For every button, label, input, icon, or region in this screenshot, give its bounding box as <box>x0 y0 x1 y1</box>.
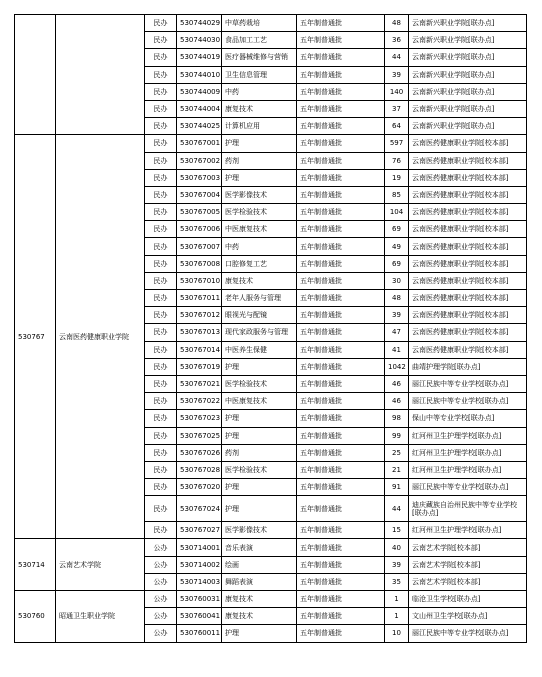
batch-cell: 五年制普通批 <box>297 427 385 444</box>
major-code-cell: 530760031 <box>177 591 222 608</box>
quota-cell: 46 <box>385 393 409 410</box>
major-code-cell: 530767005 <box>177 204 222 221</box>
major-name-cell: 康复技术 <box>222 591 297 608</box>
major-code-cell: 530744025 <box>177 118 222 135</box>
campus-cell: 云南新兴职业学院[联办点] <box>409 66 527 83</box>
table-row <box>15 135 527 152</box>
batch-cell: 五年制普通批 <box>297 272 385 289</box>
quota-cell: 76 <box>385 152 409 169</box>
table-body <box>15 15 527 643</box>
quota-cell: 25 <box>385 444 409 461</box>
major-code-cell: 530744030 <box>177 32 222 49</box>
major-name-cell: 中药 <box>222 238 297 255</box>
school-type-cell: 民办 <box>145 272 177 289</box>
campus-cell: 云南医药健康职业学院[校本部] <box>409 290 527 307</box>
major-code-cell: 530767012 <box>177 307 222 324</box>
quota-cell: 48 <box>385 290 409 307</box>
campus-cell: 文山州卫生学校[联办点] <box>409 608 527 625</box>
batch-cell: 五年制普通批 <box>297 539 385 556</box>
major-code-cell: 530714001 <box>177 539 222 556</box>
major-name-cell: 口腔修复工艺 <box>222 255 297 272</box>
table-row <box>15 591 527 608</box>
school-type-cell: 公办 <box>145 556 177 573</box>
batch-cell: 五年制普通批 <box>297 522 385 539</box>
batch-cell: 五年制普通批 <box>297 152 385 169</box>
major-name-cell: 音乐表演 <box>222 539 297 556</box>
school-type-cell: 民办 <box>145 255 177 272</box>
batch-cell: 五年制普通批 <box>297 444 385 461</box>
table-row <box>15 15 527 32</box>
batch-cell: 五年制普通批 <box>297 118 385 135</box>
campus-cell: 云南医药健康职业学院[校本部] <box>409 204 527 221</box>
campus-cell: 云南医药健康职业学院[校本部] <box>409 135 527 152</box>
campus-cell: 丽江民族中等专业学校[联办点] <box>409 375 527 392</box>
quota-cell: 91 <box>385 479 409 496</box>
school-type-cell: 民办 <box>145 49 177 66</box>
batch-cell: 五年制普通批 <box>297 307 385 324</box>
school-type-cell: 民办 <box>145 135 177 152</box>
quota-cell: 49 <box>385 238 409 255</box>
major-name-cell: 计算机应用 <box>222 118 297 135</box>
school-name-cell <box>56 15 145 135</box>
school-type-cell: 公办 <box>145 608 177 625</box>
school-type-cell: 民办 <box>145 169 177 186</box>
school-type-cell: 民办 <box>145 290 177 307</box>
batch-cell: 五年制普通批 <box>297 83 385 100</box>
major-name-cell: 康复技术 <box>222 272 297 289</box>
major-name-cell: 中医养生保健 <box>222 341 297 358</box>
major-code-cell: 530744010 <box>177 66 222 83</box>
major-code-cell: 530767010 <box>177 272 222 289</box>
school-type-cell: 民办 <box>145 496 177 522</box>
school-type-cell: 民办 <box>145 461 177 478</box>
major-name-cell: 康复技术 <box>222 100 297 117</box>
major-code-cell: 530767011 <box>177 290 222 307</box>
batch-cell: 五年制普通批 <box>297 479 385 496</box>
major-code-cell: 530767004 <box>177 186 222 203</box>
school-type-cell: 民办 <box>145 100 177 117</box>
major-name-cell: 护理 <box>222 427 297 444</box>
quota-cell: 104 <box>385 204 409 221</box>
campus-cell: 临沧卫生学校[联办点] <box>409 591 527 608</box>
batch-cell: 五年制普通批 <box>297 49 385 66</box>
major-code-cell: 530744004 <box>177 100 222 117</box>
major-name-cell: 医学影像技术 <box>222 522 297 539</box>
major-name-cell: 中医康复技术 <box>222 393 297 410</box>
campus-cell: 红河州卫生护理学校[联办点] <box>409 427 527 444</box>
major-name-cell: 食品加工工艺 <box>222 32 297 49</box>
school-type-cell: 民办 <box>145 410 177 427</box>
major-code-cell: 530767014 <box>177 341 222 358</box>
campus-cell: 云南新兴职业学院[联办点] <box>409 49 527 66</box>
campus-cell: 云南新兴职业学院[联办点] <box>409 118 527 135</box>
quota-cell: 64 <box>385 118 409 135</box>
batch-cell: 五年制普通批 <box>297 238 385 255</box>
school-type-cell: 民办 <box>145 221 177 238</box>
campus-cell: 云南医药健康职业学院[校本部] <box>409 221 527 238</box>
quota-cell: 35 <box>385 573 409 590</box>
batch-cell: 五年制普通批 <box>297 461 385 478</box>
major-code-cell: 530744029 <box>177 15 222 32</box>
school-type-cell: 民办 <box>145 479 177 496</box>
campus-cell: 曲靖护理学院[联办点] <box>409 358 527 375</box>
school-type-cell: 民办 <box>145 358 177 375</box>
major-name-cell: 护理 <box>222 135 297 152</box>
major-name-cell: 医疗器械维修与营销 <box>222 49 297 66</box>
school-type-cell: 民办 <box>145 204 177 221</box>
batch-cell: 五年制普通批 <box>297 204 385 221</box>
school-type-cell: 民办 <box>145 152 177 169</box>
quota-cell: 15 <box>385 522 409 539</box>
major-name-cell: 医学检验技术 <box>222 375 297 392</box>
major-name-cell: 老年人服务与管理 <box>222 290 297 307</box>
campus-cell: 云南艺术学院[校本部] <box>409 556 527 573</box>
campus-cell: 云南艺术学院[校本部] <box>409 573 527 590</box>
school-name-cell: 昭通卫生职业学院 <box>56 591 145 643</box>
major-code-cell: 530767022 <box>177 393 222 410</box>
major-name-cell: 绘画 <box>222 556 297 573</box>
quota-cell: 47 <box>385 324 409 341</box>
batch-cell: 五年制普通批 <box>297 255 385 272</box>
major-name-cell: 康复技术 <box>222 608 297 625</box>
major-code-cell: 530760011 <box>177 625 222 642</box>
major-name-cell: 药剂 <box>222 152 297 169</box>
school-type-cell: 公办 <box>145 539 177 556</box>
campus-cell: 云南医药健康职业学院[校本部] <box>409 272 527 289</box>
major-name-cell: 舞蹈表演 <box>222 573 297 590</box>
batch-cell: 五年制普通批 <box>297 66 385 83</box>
table-row <box>15 539 527 556</box>
batch-cell: 五年制普通批 <box>297 625 385 642</box>
campus-cell: 云南医药健康职业学院[校本部] <box>409 169 527 186</box>
major-name-cell: 护理 <box>222 479 297 496</box>
major-code-cell: 530767002 <box>177 152 222 169</box>
major-code-cell: 530767024 <box>177 496 222 522</box>
school-type-cell: 民办 <box>145 444 177 461</box>
major-name-cell: 眼视光与配镜 <box>222 307 297 324</box>
campus-cell: 丽江民族中等专业学校[联办点] <box>409 393 527 410</box>
school-type-cell: 民办 <box>145 307 177 324</box>
major-name-cell: 护理 <box>222 410 297 427</box>
campus-cell: 云南医药健康职业学院[校本部] <box>409 324 527 341</box>
batch-cell: 五年制普通批 <box>297 608 385 625</box>
major-code-cell: 530767020 <box>177 479 222 496</box>
school-type-cell: 民办 <box>145 341 177 358</box>
quota-cell: 37 <box>385 100 409 117</box>
campus-cell: 红河州卫生护理学校[联办点] <box>409 444 527 461</box>
quota-cell: 21 <box>385 461 409 478</box>
quota-cell: 69 <box>385 221 409 238</box>
batch-cell: 五年制普通批 <box>297 135 385 152</box>
school-type-cell: 民办 <box>145 324 177 341</box>
quota-cell: 36 <box>385 32 409 49</box>
campus-cell: 迪庆藏族自治州民族中等专业学校[联办点] <box>409 496 527 522</box>
quota-cell: 46 <box>385 375 409 392</box>
campus-cell: 红河州卫生护理学校[联办点] <box>409 461 527 478</box>
batch-cell: 五年制普通批 <box>297 393 385 410</box>
major-code-cell: 530714003 <box>177 573 222 590</box>
campus-cell: 云南新兴职业学院[联办点] <box>409 100 527 117</box>
major-name-cell: 中医康复技术 <box>222 221 297 238</box>
batch-cell: 五年制普通批 <box>297 169 385 186</box>
major-code-cell: 530767019 <box>177 358 222 375</box>
quota-cell: 39 <box>385 307 409 324</box>
major-code-cell: 530767007 <box>177 238 222 255</box>
major-code-cell: 530767025 <box>177 427 222 444</box>
campus-cell: 云南医药健康职业学院[校本部] <box>409 307 527 324</box>
school-type-cell: 民办 <box>145 238 177 255</box>
quota-cell: 10 <box>385 625 409 642</box>
campus-cell: 丽江民族中等专业学校[联办点] <box>409 479 527 496</box>
campus-cell: 丽江民族中等专业学校[联办点] <box>409 625 527 642</box>
quota-cell: 39 <box>385 66 409 83</box>
campus-cell: 云南新兴职业学院[联办点] <box>409 15 527 32</box>
quota-cell: 40 <box>385 539 409 556</box>
quota-cell: 1 <box>385 608 409 625</box>
batch-cell: 五年制普通批 <box>297 556 385 573</box>
school-type-cell: 民办 <box>145 393 177 410</box>
quota-cell: 69 <box>385 255 409 272</box>
major-name-cell: 现代家政服务与管理 <box>222 324 297 341</box>
batch-cell: 五年制普通批 <box>297 358 385 375</box>
batch-cell: 五年制普通批 <box>297 341 385 358</box>
school-type-cell: 民办 <box>145 375 177 392</box>
batch-cell: 五年制普通批 <box>297 221 385 238</box>
school-code-cell: 530767 <box>15 135 56 539</box>
campus-cell: 云南艺术学院[校本部] <box>409 539 527 556</box>
campus-cell: 云南医药健康职业学院[校本部] <box>409 238 527 255</box>
major-code-cell: 530767023 <box>177 410 222 427</box>
batch-cell: 五年制普通批 <box>297 290 385 307</box>
campus-cell: 云南医药健康职业学院[校本部] <box>409 341 527 358</box>
batch-cell: 五年制普通批 <box>297 496 385 522</box>
school-code-cell: 530760 <box>15 591 56 643</box>
batch-cell: 五年制普通批 <box>297 32 385 49</box>
major-name-cell: 卫生信息管理 <box>222 66 297 83</box>
major-name-cell: 护理 <box>222 496 297 522</box>
major-code-cell: 530767001 <box>177 135 222 152</box>
major-code-cell: 530744009 <box>177 83 222 100</box>
school-type-cell: 公办 <box>145 625 177 642</box>
quota-cell: 39 <box>385 556 409 573</box>
school-name-cell: 云南艺术学院 <box>56 539 145 591</box>
major-code-cell: 530767003 <box>177 169 222 186</box>
major-code-cell: 530767021 <box>177 375 222 392</box>
school-name-cell: 云南医药健康职业学院 <box>56 135 145 539</box>
major-name-cell: 医学影像技术 <box>222 186 297 203</box>
quota-cell: 1 <box>385 591 409 608</box>
major-code-cell: 530767006 <box>177 221 222 238</box>
major-name-cell: 护理 <box>222 625 297 642</box>
school-type-cell: 民办 <box>145 66 177 83</box>
school-type-cell: 公办 <box>145 573 177 590</box>
quota-cell: 19 <box>385 169 409 186</box>
major-code-cell: 530760041 <box>177 608 222 625</box>
major-code-cell: 530767028 <box>177 461 222 478</box>
admissions-table <box>14 14 527 643</box>
school-type-cell: 公办 <box>145 591 177 608</box>
batch-cell: 五年制普通批 <box>297 591 385 608</box>
quota-cell: 41 <box>385 341 409 358</box>
school-type-cell: 民办 <box>145 522 177 539</box>
campus-cell: 云南医药健康职业学院[校本部] <box>409 152 527 169</box>
campus-cell: 保山中等专业学校[联办点] <box>409 410 527 427</box>
school-type-cell: 民办 <box>145 118 177 135</box>
major-code-cell: 530767008 <box>177 255 222 272</box>
quota-cell: 44 <box>385 49 409 66</box>
batch-cell: 五年制普通批 <box>297 324 385 341</box>
quota-cell: 99 <box>385 427 409 444</box>
campus-cell: 云南新兴职业学院[联办点] <box>409 32 527 49</box>
major-code-cell: 530767013 <box>177 324 222 341</box>
batch-cell: 五年制普通批 <box>297 410 385 427</box>
quota-cell: 85 <box>385 186 409 203</box>
major-name-cell: 护理 <box>222 358 297 375</box>
school-type-cell: 民办 <box>145 186 177 203</box>
school-type-cell: 民办 <box>145 15 177 32</box>
campus-cell: 云南医药健康职业学院[校本部] <box>409 255 527 272</box>
quota-cell: 1042 <box>385 358 409 375</box>
school-code-cell: 530714 <box>15 539 56 591</box>
major-code-cell: 530767027 <box>177 522 222 539</box>
batch-cell: 五年制普通批 <box>297 15 385 32</box>
batch-cell: 五年制普通批 <box>297 186 385 203</box>
school-code-cell <box>15 15 56 135</box>
major-name-cell: 医学检验技术 <box>222 204 297 221</box>
batch-cell: 五年制普通批 <box>297 100 385 117</box>
school-type-cell: 民办 <box>145 427 177 444</box>
major-name-cell: 药剂 <box>222 444 297 461</box>
campus-cell: 云南新兴职业学院[联办点] <box>409 83 527 100</box>
quota-cell: 48 <box>385 15 409 32</box>
major-code-cell: 530744019 <box>177 49 222 66</box>
quota-cell: 44 <box>385 496 409 522</box>
major-name-cell: 中药 <box>222 83 297 100</box>
campus-cell: 红河州卫生护理学校[联办点] <box>409 522 527 539</box>
school-type-cell: 民办 <box>145 32 177 49</box>
major-name-cell: 护理 <box>222 169 297 186</box>
campus-cell: 云南医药健康职业学院[校本部] <box>409 186 527 203</box>
quota-cell: 140 <box>385 83 409 100</box>
quota-cell: 597 <box>385 135 409 152</box>
quota-cell: 30 <box>385 272 409 289</box>
major-name-cell: 中草药栽培 <box>222 15 297 32</box>
major-code-cell: 530714002 <box>177 556 222 573</box>
batch-cell: 五年制普通批 <box>297 573 385 590</box>
school-type-cell: 民办 <box>145 83 177 100</box>
quota-cell: 98 <box>385 410 409 427</box>
major-code-cell: 530767026 <box>177 444 222 461</box>
batch-cell: 五年制普通批 <box>297 375 385 392</box>
major-name-cell: 医学检验技术 <box>222 461 297 478</box>
